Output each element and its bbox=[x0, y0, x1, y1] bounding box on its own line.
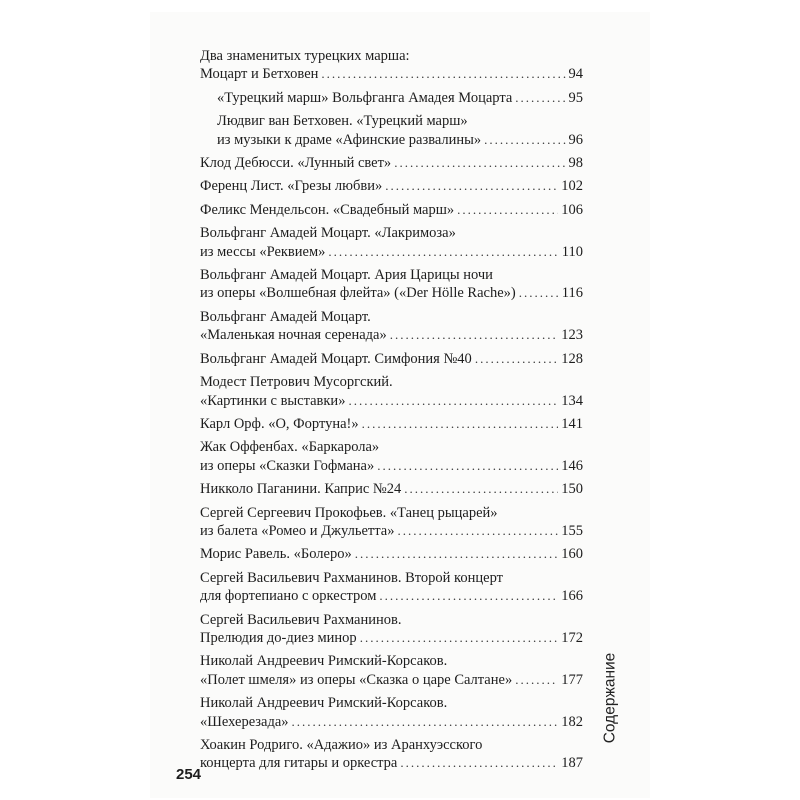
toc-page-number: 160 bbox=[561, 546, 583, 563]
toc-entry-title-line: «Маленькая ночная серенада» bbox=[200, 327, 387, 344]
toc-entry-last-line bbox=[200, 545, 583, 563]
toc-entry bbox=[200, 652, 583, 689]
toc-entry-title-line: Хоакин Родриго. «Адажио» из Аранхуэсского bbox=[200, 737, 483, 753]
toc-entry bbox=[217, 89, 583, 107]
toc-entry-title-line: из мессы «Реквием» bbox=[200, 243, 326, 260]
toc-entry-title-line: «Шехерезада» bbox=[200, 713, 289, 730]
toc-entry bbox=[200, 47, 583, 84]
toc-entry bbox=[200, 480, 583, 498]
toc-page-number: 110 bbox=[561, 243, 583, 260]
dot-leader bbox=[515, 671, 558, 689]
dot-leader bbox=[292, 713, 559, 731]
toc-page-number: 187 bbox=[561, 755, 583, 772]
toc-entry-last-line bbox=[200, 587, 583, 605]
toc-page-number: 106 bbox=[561, 201, 583, 218]
dot-leader bbox=[379, 587, 558, 605]
toc-page-number: 95 bbox=[568, 89, 583, 106]
toc-page-number: 141 bbox=[561, 415, 583, 432]
toc-page-number: 116 bbox=[561, 285, 583, 302]
toc-entry-last-line bbox=[217, 89, 583, 107]
toc-entry-title-line: Сергей Васильевич Рахманинов. Второй концерт bbox=[200, 569, 503, 586]
toc-entry-title-line: Николай Андреевич Римский-Корсаков. bbox=[200, 695, 448, 712]
toc-page-number: 123 bbox=[561, 327, 583, 344]
dot-leader bbox=[515, 89, 565, 107]
toc-entry bbox=[200, 308, 583, 345]
toc-entry-title-line: Карл Орф. «О, Фортуна!» bbox=[200, 415, 359, 432]
toc-entry-last-line bbox=[200, 480, 583, 498]
dot-leader bbox=[397, 522, 558, 540]
dot-leader bbox=[394, 154, 565, 172]
toc-entry bbox=[200, 201, 583, 219]
table-of-contents bbox=[200, 47, 583, 778]
toc-page-number: 166 bbox=[561, 588, 583, 605]
toc-entry-title-line: «Полет шмеля» из оперы «Сказка о царе Салтане» bbox=[200, 671, 513, 688]
toc-entry-title-line: Модест Петрович Мусоргский. bbox=[200, 374, 393, 391]
toc-entry-title-line: из балета «Ромео и Джульетта» bbox=[200, 522, 395, 539]
dot-leader bbox=[355, 545, 559, 563]
toc-page-number: 155 bbox=[561, 522, 583, 539]
toc-entry-title-line: Вольфганг Амадей Моцарт. «Лакримоза» bbox=[200, 225, 456, 242]
toc-entry-title-line: для фортепиано с оркестром bbox=[200, 588, 377, 605]
page-number: 254 bbox=[176, 766, 202, 783]
toc-entry bbox=[200, 266, 583, 303]
toc-page-number: 146 bbox=[561, 457, 583, 474]
toc-entry-last-line bbox=[200, 65, 583, 83]
toc-entry-title-line: Никколо Паганини. Каприс №24 bbox=[200, 481, 402, 498]
toc-entry-last-line bbox=[200, 713, 583, 731]
toc-entry-last-line bbox=[200, 754, 583, 772]
toc-entry bbox=[200, 569, 583, 606]
dot-leader bbox=[348, 392, 558, 410]
section-label bbox=[598, 636, 622, 760]
dot-leader bbox=[457, 201, 558, 219]
toc-entry bbox=[200, 545, 583, 563]
toc-page-number: 172 bbox=[561, 629, 583, 646]
toc-entry bbox=[217, 112, 583, 149]
toc-entry bbox=[200, 438, 583, 475]
toc-entry-last-line bbox=[200, 350, 583, 368]
toc-entry-last-line bbox=[200, 415, 583, 433]
toc-entry bbox=[200, 694, 583, 731]
toc-entry bbox=[200, 224, 583, 261]
toc-entry-title-line: Сергей Васильевич Рахманинов. bbox=[200, 611, 402, 628]
toc-entry-title-line: Моцарт и Бетховен bbox=[200, 66, 319, 83]
toc-page-number: 94 bbox=[568, 66, 583, 83]
dot-leader bbox=[377, 457, 558, 475]
toc-entry-last-line bbox=[200, 326, 583, 344]
toc-page-number: 128 bbox=[561, 350, 583, 367]
toc-entry-title-line: Сергей Сергеевич Прокофьев. «Танец рыцарей» bbox=[200, 504, 498, 521]
toc-page-number: 177 bbox=[561, 671, 583, 688]
toc-entry-title-line: Вольфганг Амадей Моцарт. Симфония №40 bbox=[200, 350, 472, 367]
toc-entry-title-line: Два знаменитых турецких марша: bbox=[200, 48, 410, 64]
toc-page-number: 134 bbox=[561, 392, 583, 409]
toc-entry-last-line bbox=[200, 154, 583, 172]
toc-entry-title-line: Жак Оффенбах. «Баркарола» bbox=[200, 439, 380, 456]
toc-entry bbox=[200, 177, 583, 195]
toc-page-number: 150 bbox=[561, 481, 583, 498]
dot-leader bbox=[475, 350, 558, 368]
dot-leader bbox=[385, 177, 558, 195]
dot-leader bbox=[321, 65, 565, 83]
dot-leader bbox=[484, 131, 565, 149]
dot-leader bbox=[404, 480, 558, 498]
toc-entry-last-line bbox=[200, 201, 583, 219]
toc-entry bbox=[200, 415, 583, 433]
toc-entry-title-line: «Турецкий марш» Вольфганга Амадея Моцарта bbox=[217, 89, 513, 106]
toc-entry-title-line: Вольфганг Амадей Моцарт. bbox=[200, 308, 371, 325]
toc-entry-last-line bbox=[200, 629, 583, 647]
toc-entry-title-line: Феликс Мендельсон. «Свадебный марш» bbox=[200, 201, 455, 218]
toc-entry bbox=[200, 611, 583, 648]
toc-entry bbox=[200, 154, 583, 172]
toc-entry bbox=[200, 504, 583, 541]
dot-leader bbox=[400, 754, 558, 772]
toc-page-number: 98 bbox=[568, 155, 583, 172]
toc-entry bbox=[200, 350, 583, 368]
dot-leader bbox=[519, 284, 559, 302]
dot-leader bbox=[390, 326, 559, 344]
toc-entry-title-line: Людвиг ван Бетховен. «Турецкий марш» bbox=[217, 113, 468, 130]
toc-entry-title-line: Ференц Лист. «Грезы любви» bbox=[200, 178, 383, 195]
toc-entry-title-line: из оперы «Волшебная флейта» («Der Hölle Rache») bbox=[200, 285, 516, 302]
toc-page-number: 102 bbox=[561, 178, 583, 195]
toc-entry-last-line bbox=[200, 457, 583, 475]
toc-entry-title-line: Морис Равель. «Болеро» bbox=[200, 546, 352, 563]
toc-entry-last-line bbox=[200, 243, 583, 261]
toc-page-number: 182 bbox=[561, 713, 583, 730]
toc-page-number: 96 bbox=[568, 131, 583, 148]
toc-entry-title-line: Вольфганг Амадей Моцарт. Ария Царицы ночи bbox=[200, 267, 493, 284]
toc-entry-last-line bbox=[200, 177, 583, 195]
dot-leader bbox=[360, 629, 559, 647]
toc-entry-last-line bbox=[200, 522, 583, 540]
toc-entry-title-line: из музыки к драме «Афинские развалины» bbox=[217, 131, 482, 148]
toc-entry-title-line: Николай Андреевич Римский-Корсаков. bbox=[200, 653, 448, 670]
section-label-text: Содержание bbox=[601, 652, 618, 744]
toc-entry bbox=[200, 736, 583, 773]
toc-entry-last-line bbox=[200, 671, 583, 689]
toc-entry-title-line: концерта для гитары и оркестра bbox=[200, 755, 398, 772]
toc-entry-title-line: из оперы «Сказки Гофмана» bbox=[200, 457, 375, 474]
toc-entry bbox=[200, 373, 583, 410]
toc-entry-title-line: Прелюдия до-диез минор bbox=[200, 629, 357, 646]
toc-entry-last-line bbox=[200, 284, 583, 302]
toc-entry-title-line: «Картинки с выставки» bbox=[200, 392, 346, 409]
toc-entry-last-line bbox=[217, 131, 583, 149]
toc-entry-last-line bbox=[200, 392, 583, 410]
dot-leader bbox=[328, 243, 558, 261]
toc-entry-title-line: Клод Дебюсси. «Лунный свет» bbox=[200, 155, 392, 172]
dot-leader bbox=[362, 415, 559, 433]
